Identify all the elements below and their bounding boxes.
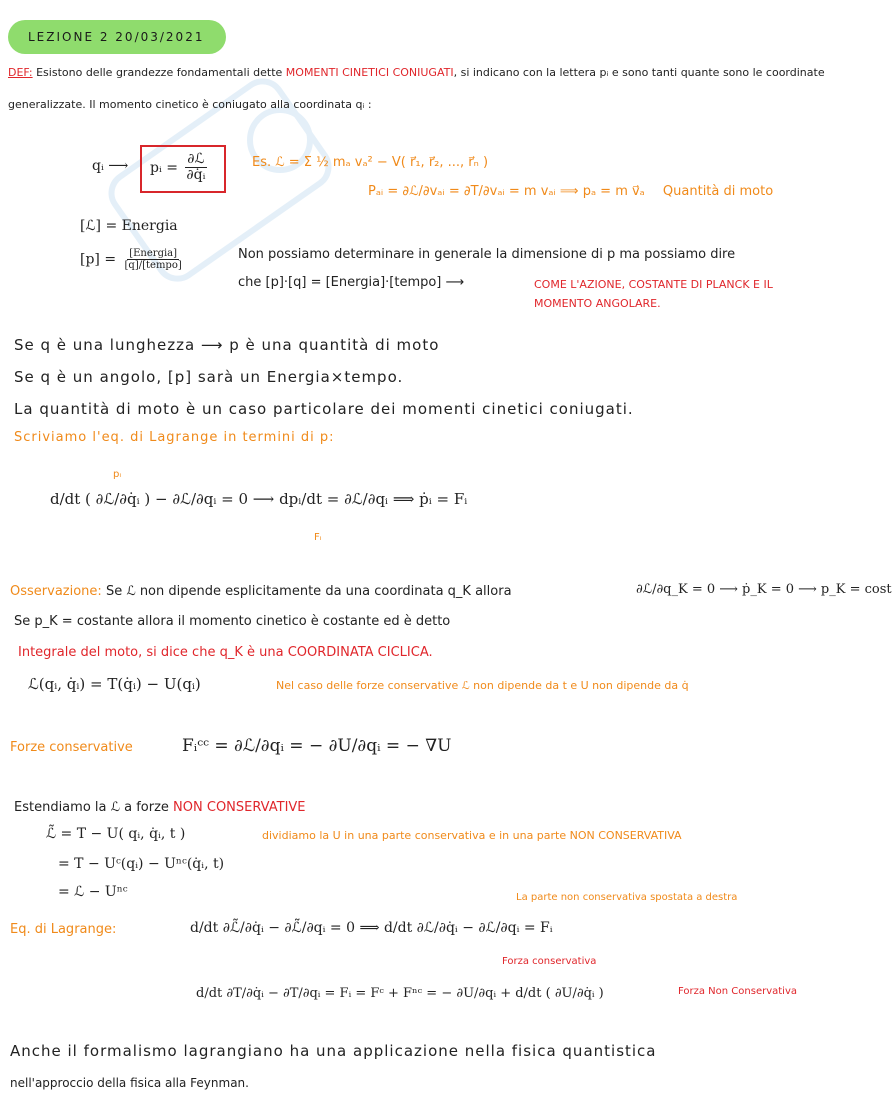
estendiamo-l3: = ℒ − Uⁿᶜ [58, 884, 128, 900]
dim-p-lhs: [p] = [80, 251, 117, 268]
tag-forza-conservativa: Forza conservativa [502, 956, 597, 967]
closing-line-2: nell'approccio della fisica alla Feynman. [10, 1076, 249, 1090]
def-formula [150, 152, 209, 184]
osservazione-line-2: Se p_K = costante allora il momento cinetico è costante ed è detto [14, 614, 451, 629]
def-den: ∂q̇ᵢ [186, 167, 206, 184]
pi-tag: pᵢ [113, 469, 122, 480]
example-quantita: Quantità di moto [662, 184, 774, 199]
example-prefix: Es. [252, 155, 272, 170]
lagrangian-decomposition: ℒ(qᵢ, q̇ᵢ) = T(q̇ᵢ) − U(qᵢ) [28, 675, 201, 693]
example-lagrangian: ℒ = Σ ½ mₐ vₐ² − V( r⃗₁, r⃗₂, ..., r⃗ₙ ) [275, 155, 489, 170]
estendiamo-intro: Estendiamo la ℒ a forze [14, 800, 169, 815]
dim-L: [ℒ] = Energia [80, 218, 178, 234]
estendiamo-l1-note: dividiamo la U in una parte conservativa e in una parte NON CONSERVATIVA [262, 829, 682, 842]
note-caso-particolare: La quantità di moto è un caso particolare dei momenti cinetici coniugati. [14, 400, 634, 418]
note-scriviamo: Scriviamo l'eq. di Lagrange in termini di p: [14, 430, 335, 445]
def-text-1: Esistono delle grandezze fondamentali dette [36, 66, 283, 79]
def-lhs: qᵢ ⟶ [92, 158, 129, 174]
forze-eq: Fᵢᶜᶜ = ∂ℒ/∂qᵢ = − ∂U/∂qᵢ = − ∇U [182, 736, 452, 756]
definition-line-2: generalizzate. Il momento cinetico è coniugato alla coordinata qᵢ : [8, 98, 372, 111]
osservazione-text: Se ℒ non dipende esplicitamente da una coordinata q_K allora [105, 584, 512, 599]
example-p-line [368, 184, 773, 199]
osservazione-line [10, 584, 512, 599]
estendiamo-l2: = T − Uᶜ(qᵢ) − Uⁿᶜ(q̇ᵢ, t) [58, 856, 225, 872]
eq-lagrange-label: Eq. di Lagrange: [10, 922, 117, 937]
dims-text-2: che [p]·[q] = [Energia]·[tempo] ⟶ [238, 275, 465, 290]
eq-lagrange-1: d/dt ∂ℒ̃/∂q̇ᵢ − ∂ℒ̃/∂qᵢ = 0 ⟹ d/dt ∂ℒ/∂q̇ᵢ − ∂ℒ/∂qᵢ = Fᵢ [190, 920, 553, 936]
example-line [252, 155, 488, 170]
example-p-eq: Pₐᵢ = ∂ℒ/∂vₐᵢ = ∂T/∂vₐᵢ = m vₐᵢ ⟹ pₐ = m v⃗ₐ [368, 184, 645, 199]
dim-p-den: [q]/[tempo] [124, 260, 182, 271]
def-highlight: MOMENTI CINETICI CONIUGATI [285, 66, 454, 79]
def-p: pᵢ = [150, 159, 178, 176]
note-lunghezza: Se q è una lunghezza ⟶ p è una quantità di moto [14, 336, 440, 354]
page-title: LEZIONE 2 20/03/2021 [28, 30, 205, 44]
osservazione-label: Osservazione: [10, 584, 102, 599]
side-note-destra: La parte non conservativa spostata a destra [516, 892, 738, 903]
osservazione-eq: ∂ℒ/∂q_K = 0 ⟶ ṗ_K = 0 ⟶ p_K = cost [636, 582, 892, 597]
eq-lagrange-2: d/dt ∂T/∂q̇ᵢ − ∂T/∂qᵢ = Fᵢ = Fᶜ + Fⁿᶜ = − ∂U/∂qᵢ + d/dt ( ∂U/∂q̇ᵢ ) [196, 986, 604, 1001]
tag-forza-non-conservativa: Forza Non Conservativa [678, 986, 797, 997]
closing-line-1: Anche il formalismo lagrangiano ha una applicazione nella fisica quantistica [10, 1042, 657, 1060]
note-angolo: Se q è un angolo, [p] sarà un Energia×tempo. [14, 368, 404, 386]
dims-red-1: COME L'AZIONE, COSTANTE DI PLANCK E IL [534, 278, 773, 291]
definition-line-1 [8, 66, 825, 79]
estendiamo-line [14, 800, 306, 815]
orange-note-conservative: Nel caso delle forze conservative ℒ non dipende da t e U non dipende da q̇ [276, 679, 689, 692]
estendiamo-l1: ℒ̃ = T − U( qᵢ, q̇ᵢ, t ) [46, 826, 186, 842]
lagrange-p-equation: d/dt ( ∂ℒ/∂q̇ᵢ ) − ∂ℒ/∂qᵢ = 0 ⟶ dpᵢ/dt = ∂ℒ/∂qᵢ ⟹ ṗᵢ = Fᵢ [50, 490, 468, 508]
dims-red-2: MOMENTO ANGOLARE. [534, 297, 661, 310]
dim-p-num: [Energia] [129, 248, 178, 259]
def-text-2: , si indicano con la lettera pᵢ e sono tanti quante sono le coordinate [453, 66, 825, 79]
forze-label: Forze conservative [10, 740, 133, 755]
estendiamo-red: NON CONSERVATIVE [173, 800, 306, 815]
def-num: ∂ℒ [187, 151, 205, 167]
osservazione-red-line: Integrale del moto, si dice che q_K è una COORDINATA CICLICA. [18, 645, 433, 660]
def-label: DEF: [8, 66, 33, 79]
dim-p [80, 248, 186, 271]
fi-tag: Fᵢ [314, 532, 322, 543]
dims-text-1: Non possiamo determinare in generale la dimensione di p ma possiamo dire [238, 247, 736, 262]
